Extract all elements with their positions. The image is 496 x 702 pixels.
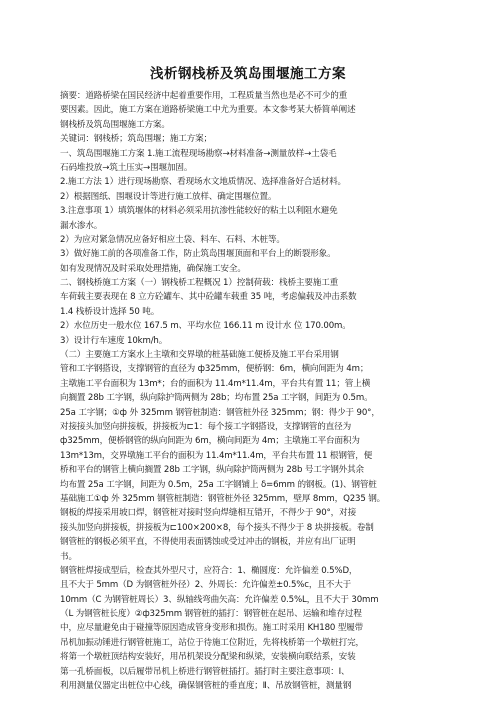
text-line: 钢栈桥及筑岛围堰施工方案。 <box>60 119 170 130</box>
text-line: 均布置 25a 工字钢，间距为 0.5m，25a 工字钢铺上 δ=6mm 的钢板。(1)、钢管桩 <box>60 479 377 490</box>
text-line: 向搁置 28b 工字钢，纵向除护筒两侧为 28b；均布置 25a 工字钢，间距为 0.5m。 <box>60 393 373 404</box>
text-line: 钢管桩的钢板必须平直，不得使用表面锈蚀或受过冲击的钢板，并应有出厂证明 <box>60 537 356 548</box>
text-line: 基础施工①ф 外 325mm 钢管桩制造：钢管桩外径 325mm，壁厚 8mm，Q235 钢。 <box>60 493 386 504</box>
text-line: 钢管桩焊接成型后，检查其外型尺寸，应符合：1、椭圆度：允许偏差 0.5%D， <box>60 565 358 576</box>
text-line: 主墩施工平台面积为 13m*；台的面积为 11.4m*11.4m，平台共有置 11；管上横 <box>60 378 371 389</box>
text-line: 要因素。因此，施工方案在道路桥梁施工中尤为重要。本文参考某大桥简单阐述 <box>60 105 356 116</box>
text-line: 第一孔桥面板，以后履带吊机上桥进行钢管桩插打。插打时主要注意事项：Ⅰ、 <box>60 666 350 677</box>
text-line: 对接接头加竖向拼接板，拼接板为⊏1：每个接工字钢搭设，支撑钢管的直径为 <box>60 421 352 432</box>
text-line: 一、筑岛围堰施工方案 1.施工流程现场勘察→材料准备→测量放样→土袋毛 <box>60 148 337 159</box>
text-line: 石码堆投放→筑土压实→围堰加固。 <box>60 162 193 173</box>
text-line: （二）主要施工方案水上主墩和交界墩的桩基础施工便桥及施工平台采用钢 <box>60 350 339 361</box>
text-line: 13m*13m，交界墩施工平台的面积为 11.4m*11.4m，平台共布置 11 根钢管，便 <box>60 450 373 461</box>
text-line: （L 为钢管桩长度）②ф325mm 钢管桩的插打：钢管桩在起吊、运输和堆存过程 <box>60 609 362 620</box>
text-line: 且不大于 5mm（D 为钢管桩外径）2、外周长：允许偏差±0.5%c，且不大于 <box>60 580 352 591</box>
text-line: 将第一个墩桩顶结构安装好，用吊机架设分配梁和纵梁，安装横向联结系，安装 <box>60 652 356 663</box>
text-line: 2.施工方法 1）进行现场勘察、看现场水文地质情况、选择准备好合适材料。 <box>60 177 347 188</box>
document-body <box>60 89 432 693</box>
text-line: ф325mm，便桥钢管的纵向间距为 6m，横向间距为 4m；主墩施工平台面积为 <box>60 436 360 447</box>
text-line: 1.4 栈桥设计选择 50 吨。 <box>60 306 160 317</box>
text-line: 中，应尽量避免由于碰撞等原因造成管身变形和损伤。施工时采用 KH180 型履带 <box>60 623 364 634</box>
text-line: 2）根据图纸、围堰设计等进行施工放样、确定围堰位置。 <box>60 191 277 202</box>
text-line: 吊机加振动锤进行钢管桩施工，站位于待施工位附近，先将栈桥第一个墩桩打完， <box>60 637 364 648</box>
text-line: 如有发现情况及时采取处理措施，确保施工安全。 <box>60 263 246 274</box>
text-line: 书。 <box>60 551 77 562</box>
text-line: 漏水渗水。 <box>60 220 103 231</box>
text-line: 摘要：道路桥梁在国民经济中起着重要作用，工程质量当然也是必不可少的重 <box>60 91 348 101</box>
text-line: 25a 工字钢；①ф 外 325mm 钢管桩制造：钢管桩外径 325mm；钢：得少于 90°， <box>60 407 380 418</box>
text-line: 二、钢栈桥施工方案（一）钢栈桥工程概况 1）控制荷载：栈桥主要施工重 <box>60 278 339 289</box>
text-line: 管和工字钢搭设，支撑钢管的直径为 ф325mm，便桥钢：6m，横向间距为 4m； <box>60 364 369 375</box>
text-line: 关键词：钢栈桥；筑岛围堰；施工方案； <box>60 134 212 145</box>
text-line: 利用测量仪器定出桩位中心线，确保钢管桩的垂直度；Ⅱ、吊放钢管桩，测量钢 <box>60 681 352 692</box>
text-line: 2）水位历史一般水位 167.5 m、平均水位 166.11 m 设计水 位 170.00m。 <box>60 321 351 332</box>
text-line: 3.注意事项 1）填筑堰体的材料必须采用抗渗性能较好的粘土以利阻水避免 <box>60 206 338 217</box>
document-title: 浅析钢栈桥及筑岛围堰施工方案 <box>150 66 346 82</box>
text-line: 2）为应对紧急情况应备好相应土袋、料车、石料、木桩等。 <box>60 234 285 245</box>
text-line: 3）设计行车速度 10km/h。 <box>60 335 168 346</box>
text-line: 3）做好施工前的各项准备工作，防止筑岛围堰顶面和平台上的断裂形象。 <box>60 249 336 260</box>
text-line: 车荷载主要表现在 8 立方砼罐车、其中砼罐车载重 35 吨，考虑偏载及冲击系数 <box>60 292 357 303</box>
text-line: 10mm（C 为钢管桩周长）3、纵轴线弯曲矢高：允许偏差 0.5%L，且不大于 30mm <box>60 594 379 605</box>
text-line: 钢板的焊接采用坡口焊，钢管桩对接时竖向焊缝相互错开，不得少于 90°，对接 <box>60 508 357 519</box>
text-line: 接头加竖向拼接板，拼接板为⊏100×200×8，每个接头不得少于 8 块拼接板。卷制 <box>60 522 374 533</box>
text-line: 桥和平台的钢管上横向搁置 28b 工字钢，纵向除护筒两侧为 28b 号工字钢外其余 <box>60 465 364 476</box>
